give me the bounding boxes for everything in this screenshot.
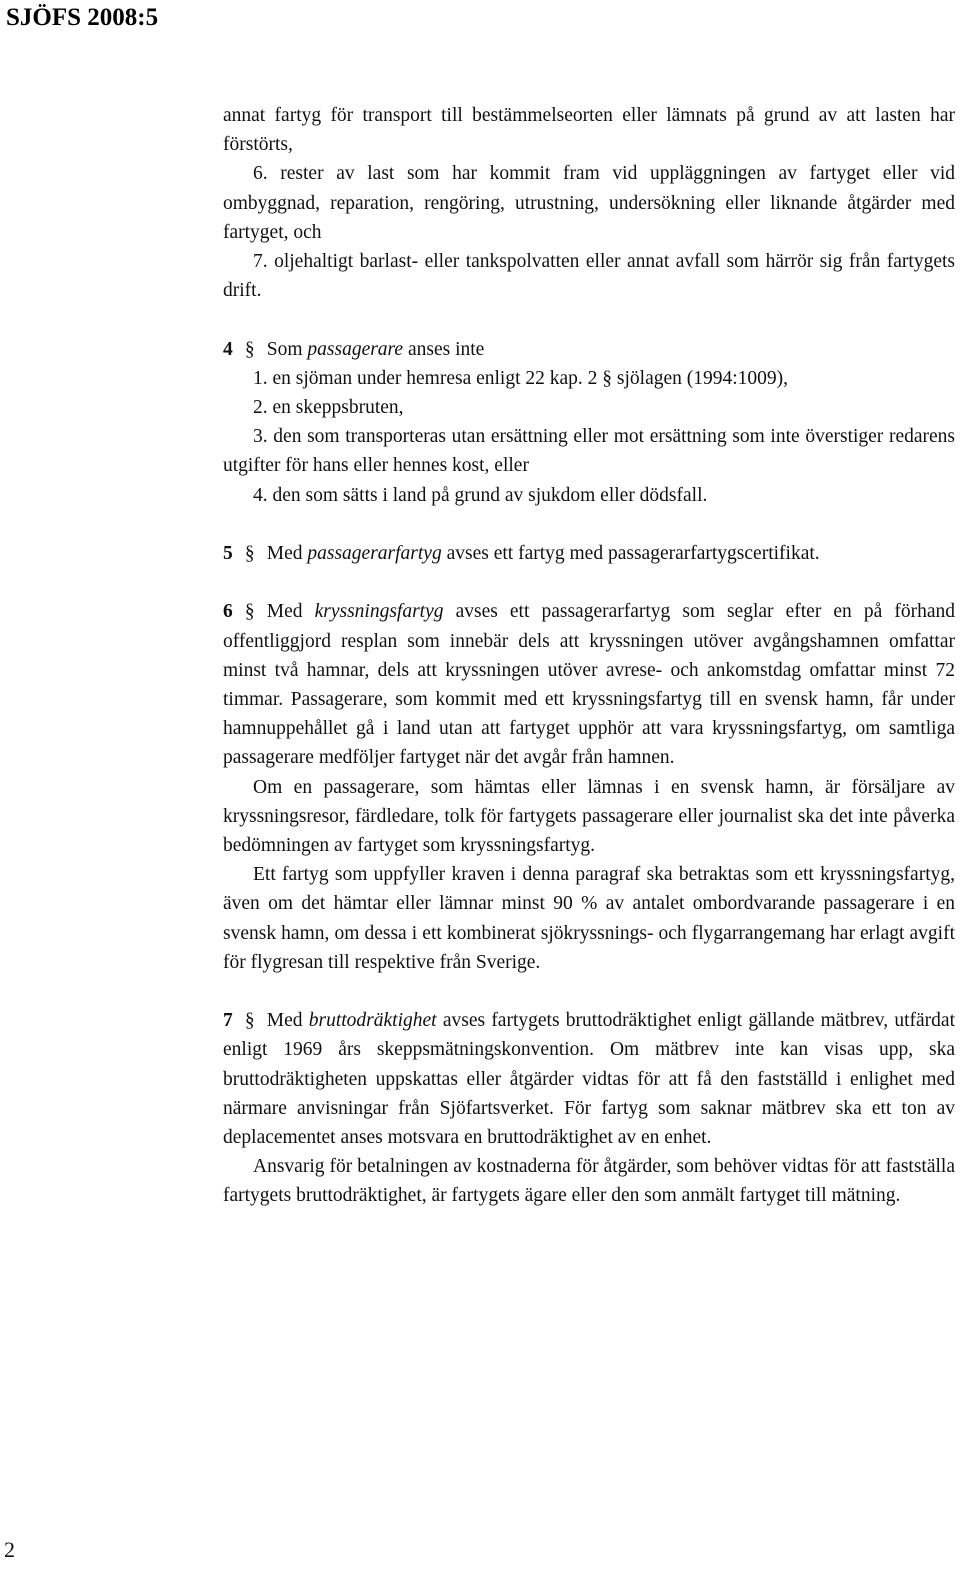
section-6-term: kryssningsfartyg (314, 601, 444, 623)
section-6-lead: Med (266, 601, 303, 623)
section-4-rest: anses inte (407, 338, 485, 360)
section-5-term: passagerarfartyg (307, 543, 442, 565)
section-6-paragraph-2: Om en passagerare, som hämtas eller lämnas i en svensk hamn, är försäljare av kryssningsresor, färdledare, tolk för fartygets passagerare eller journalist ska det inte påverka bedömningen av fartyget som kryssningsfartyg. (223, 776, 955, 857)
section-5-rest: avses ett fartyg med passagerarfartygscertifikat. (446, 543, 820, 565)
running-header: SJÖFS 2008:5 (6, 4, 159, 31)
section-4-number: 4 (223, 338, 233, 360)
section-6-number: 6 (223, 601, 233, 623)
page-number: 2 (4, 1537, 15, 1562)
section-4-heading (223, 335, 955, 364)
section-5 (223, 539, 955, 568)
section-4-lead: Som (266, 338, 303, 360)
section-5-lead: Med (266, 543, 303, 565)
section-4-item-4: 4. den som sätts i land på grund av sjukdom eller dödsfall. (253, 484, 708, 506)
section-sign: § (244, 1010, 255, 1032)
list-item-7: 7. oljehaltigt barlast- eller tankspolvatten eller annat avfall som härrör sig från fartygets drift. (223, 251, 955, 302)
paragraph-continuation: annat fartyg för transport till bestämmelseorten eller lämnats på grund av att lasten har förstörts, (223, 105, 955, 156)
list-item-6: 6. rester av last som har kommit fram vid uppläggningen av fartyget eller vid ombyggnad, reparation, rengöring, utrustning, undersökning eller liknande åtgärder med fartyget, och (223, 163, 955, 243)
section-7-paragraph-2: Ansvarig för betalningen av kostnaderna för åtgärder, som behöver vidtas för att fastställa fartygets bruttodräktighet, är fartygets ägare eller den som anmält fartyget till mätning. (223, 1156, 955, 1207)
section-7-lead: Med (266, 1010, 303, 1032)
section-5-number: 5 (223, 543, 233, 565)
document-body (223, 101, 955, 1211)
section-6-rest: avses ett passagerarfartyg som seglar efter en på förhand offentliggjord resplan som innebär dels att kryssningen utöver avgångshamnen omfattar minst två hamnar, dels att kryssningen utöver avrese- och ankomstdag omfattar minst 72 timmar. Passagerare, som kommit med ett kryssningsfartyg till en svensk hamn, får under hamnuppehållet gå i land utan att fartyget upphör att vara kryssningsfartyg, om samtliga passagerare medföljer fartyget när det avgår från hamnen. (223, 601, 955, 769)
section-7-number: 7 (223, 1010, 233, 1032)
section-4-item-1: 1. en sjöman under hemresa enligt 22 kap. 2 § sjölagen (1994:1009), (253, 367, 789, 389)
section-7-term: bruttodräktighet (308, 1010, 437, 1032)
section-sign: § (244, 543, 255, 565)
section-4-term: passagerare (307, 338, 404, 360)
section-4-item-3: 3. den som transporteras utan ersättning eller mot ersättning som inte överstiger redarens utgifter för hans eller hennes kost, eller (223, 426, 955, 477)
section-6-paragraph-3: Ett fartyg som uppfyller kraven i denna paragraf ska betraktas som ett kryssningsfartyg, även om det hämtar eller lämnar minst 90 % av antalet ombordvarande passagerare i en svensk hamn, om dessa i ett kombinerat sjökryssnings- och flygarrangemang har erlagt avgift för flygresan till respektive från Sverige. (223, 864, 955, 973)
section-7-rest: avses fartygets bruttodräktighet enligt gällande mätbrev, utfärdat enligt 1969 års skeppsmätningskonvention. Om mätbrev inte kan visas upp, ska bruttodräktigheten uppskattas eller åtgärder vidtas för att få den fastställd i enlighet med närmare anvisningar från Sjöfartsverket. För fartyg som saknar mätbrev ska ett ton av deplacementet anses motsvara en bruttodräktighet av en enhet. (223, 1010, 956, 1149)
section-4-item-2: 2. en skeppsbruten, (253, 397, 404, 419)
section-sign: § (244, 338, 255, 360)
section-sign: § (244, 601, 255, 623)
section-6 (223, 597, 955, 772)
section-7 (223, 1006, 955, 1152)
